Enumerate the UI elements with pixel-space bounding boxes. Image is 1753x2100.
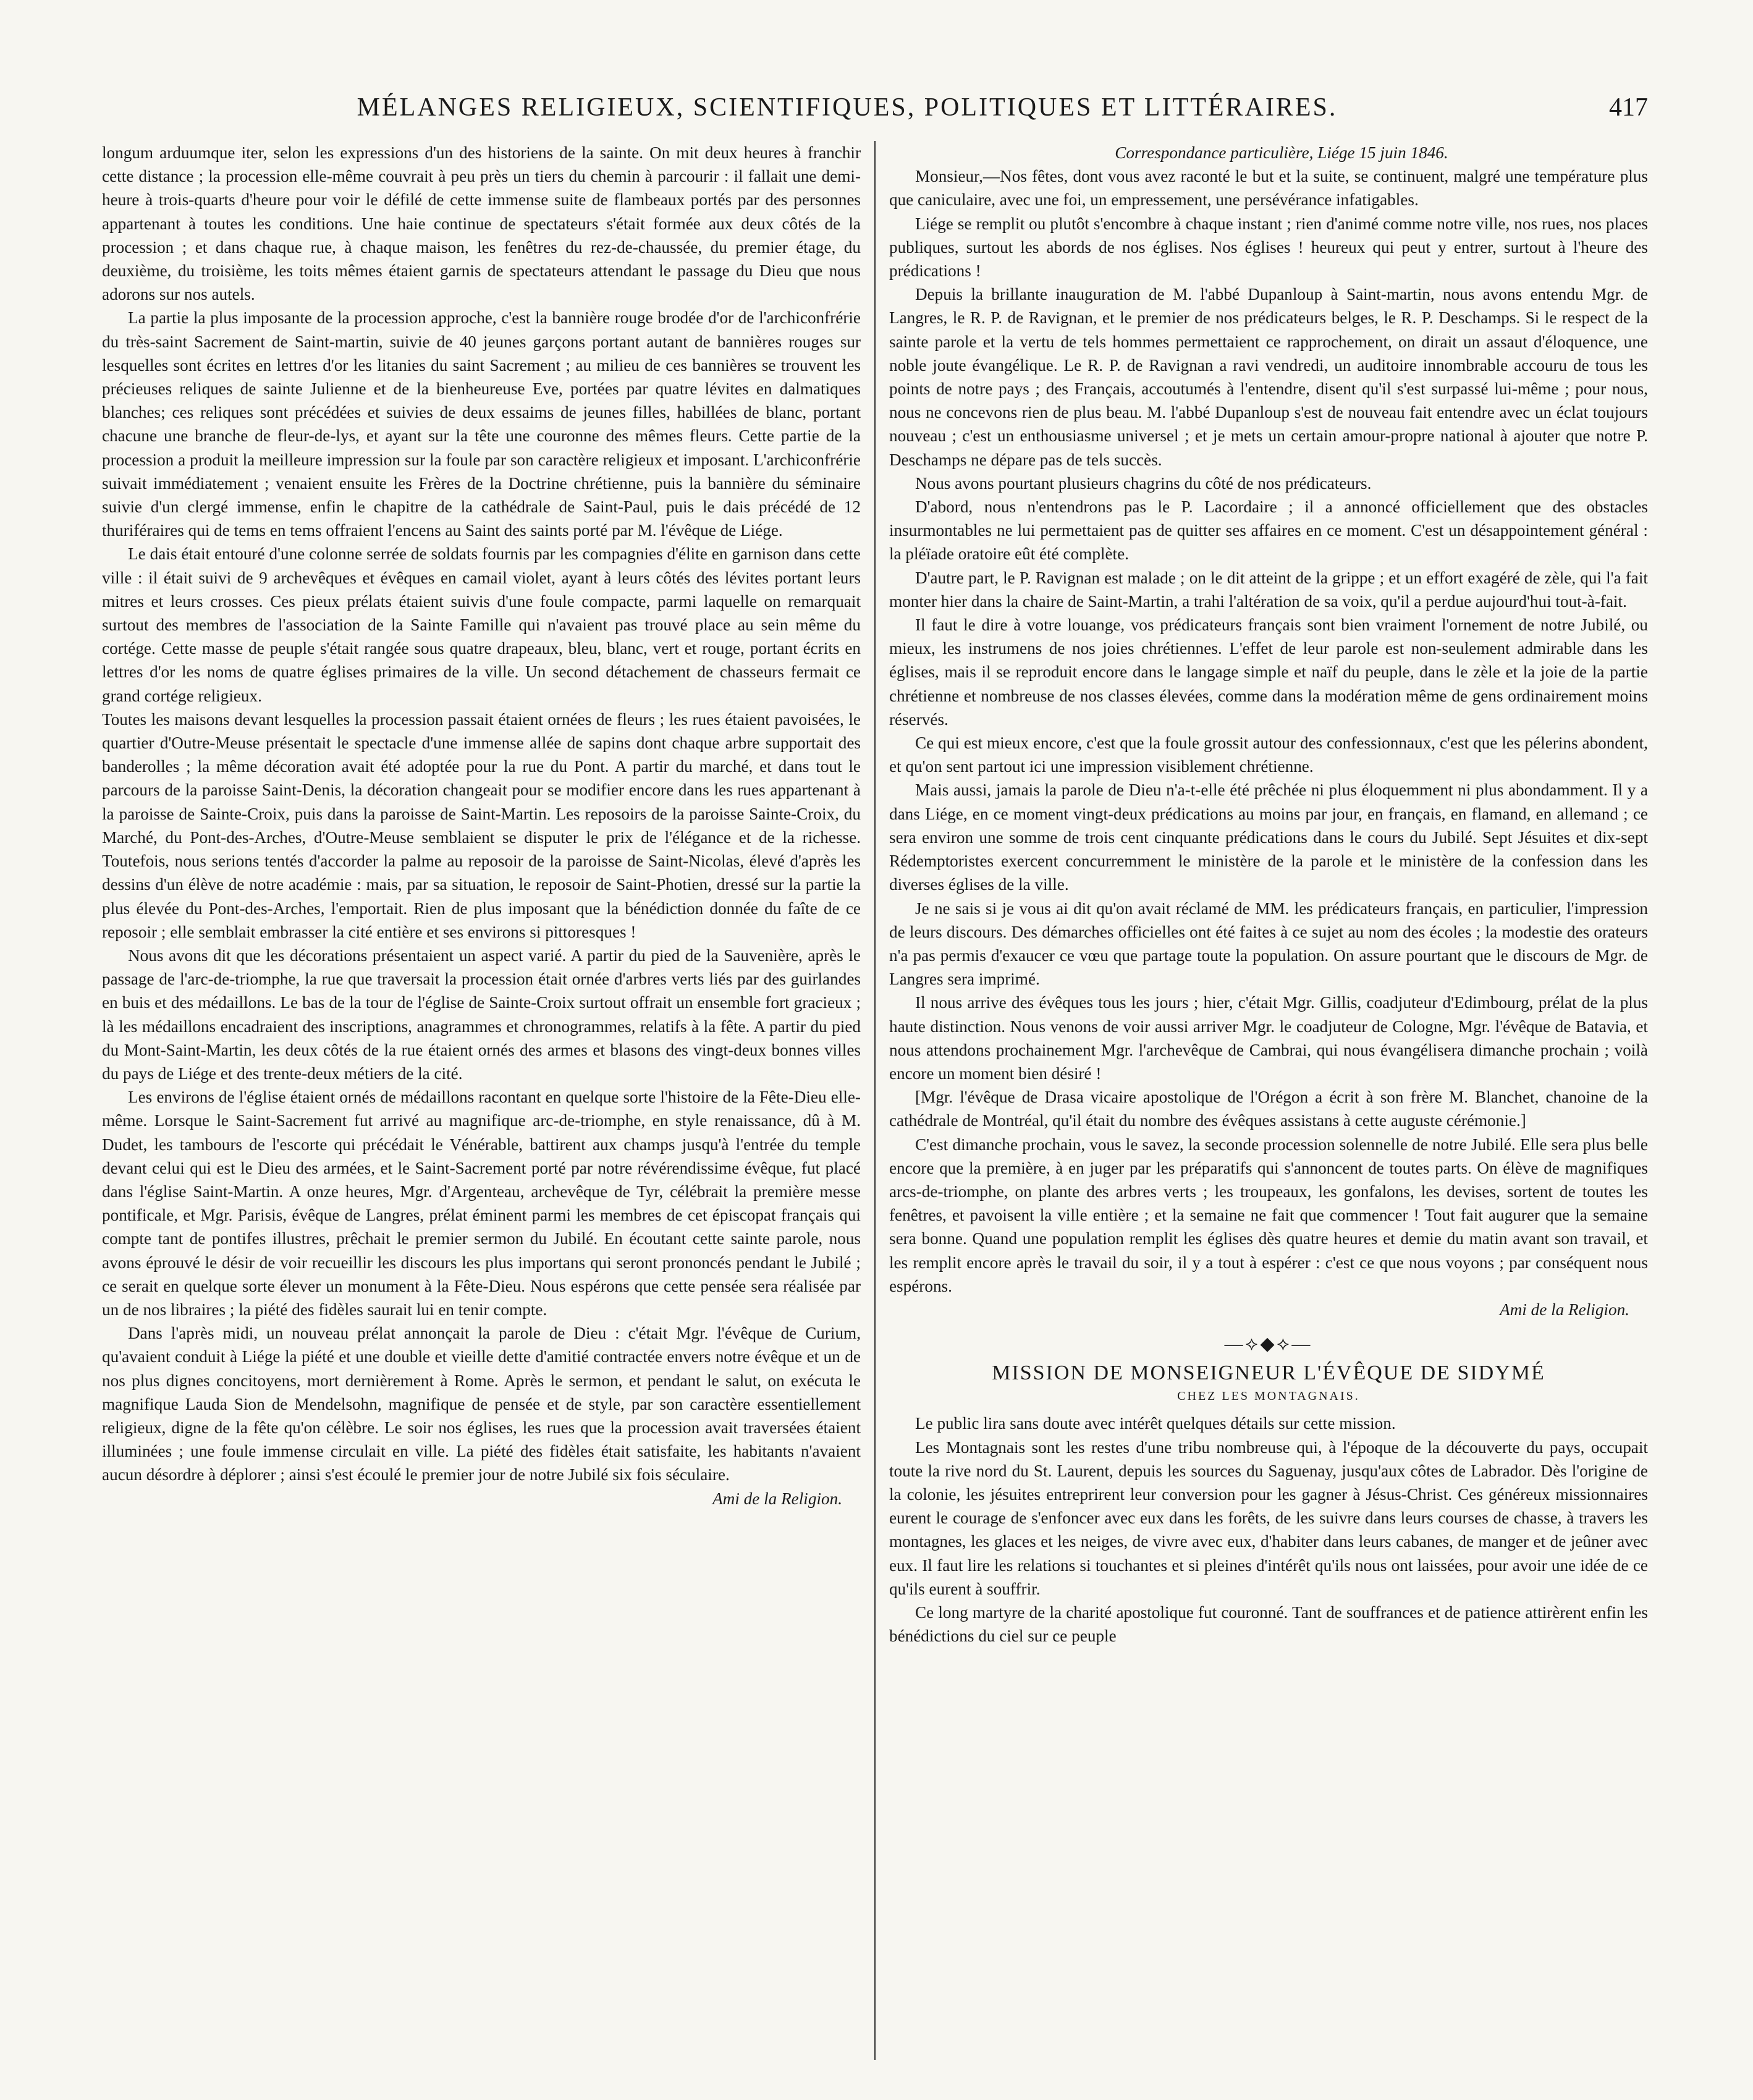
paragraph: Le public lira sans doute avec intérêt quelques détails sur cette mission.	[915, 1414, 1396, 1433]
column-rule	[874, 141, 876, 2060]
paragraph: Les environs de l'église étaient ornés de médaillons racontant en quelque sorte l'histoire de la Fête-Dieu elle-même. Lorsque le Saint-Sacrement fut arrivé au magnifique arc-de-triomphe, en style renaissance, dû à M. Dudet, les tambours de l'escorte qui précédait le Vénérable, battirent aux champs jusqu'à l'entrée du temple devant celui qui est le Dieu des armées, et le Saint-Sacrement porté par notre révérendissime évêque, fut placé dans l'église Saint-Martin. A onze heures, Mgr. d'Argenteau, archevêque de Tyr, célébrait la première messe pontificale, et Mgr. Parisis, évêque de Langres, prélat éminent parmi les membres de cet épiscopat français qui compte tant de pontifes illustres, prêchait le premier sermon du Jubilé. En écoutant cette sainte parole, nous avons éprouvé le désir de voir recueillir les discours les plus importans qui seront prononcés pendant le Jubilé ; ce serait en quelque sorte élever un monument à la Fête-Dieu. Nous espérons que cette pensée sera réalisée par un de nos libraires ; la piété des fidèles saurait lui en tenir compte.	[102, 1088, 861, 1319]
section-subtitle: CHEZ LES MONTAGNAIS.	[1177, 1389, 1360, 1404]
paragraph: Depuis la brillante inauguration de M. l'abbé Dupanloup à Saint-martin, nous avons entendu Mgr. de Langres, le R. P. de Ravignan, et le premier de nos prédicateurs belges, le R. P. Deschamps. Si le respect de la sainte parole et la vertu de tels hommes permettaient ce rapprochement, on dirait un assaut d'éloquence, une noble joute évangélique. Le R. P. de Ravignan a ravi vendredi, un auditoire innombrable accouru de tous les points de notre pays ; des Français, accoutumés à l'entendre, disent qu'il s'est surpassé lui-même ; pour nous, nous ne concevons rien de plus beau. M. l'abbé Dupanloup s'est de nouveau fait entendre avec un éclat toujours nouveau ; c'est un enthousiasme universel ; et je mets un certain amour-propre national à ajouter que notre P. Deschamps ne dépare pas de tels succès.	[889, 285, 1648, 469]
paragraph: Ce qui est mieux encore, c'est que la foule grossit autour des confessionnaux, c'est que les pélerins abondent, et qu'on sent partout ici une impression visiblement chrétienne.	[889, 734, 1648, 776]
paragraph: Mais aussi, jamais la parole de Dieu n'a-t-elle été prêchée ni plus éloquemment ni plus abondamment. Il y a dans Liége, en ce moment vingt-deux prédications au moins par jour, en français, en flamand, en allemand ; ce sera environ une somme de trois cent cinquante prédications dans le cours du Jubilé. Sept Jésuites et dix-sept Rédemptoristes exercent concurremment le ministère de la parole et le ministère de la confession dans les diverses églises de la ville.	[889, 781, 1648, 894]
paragraph: Liége se remplit ou plutôt s'encombre à chaque instant ; rien d'animé comme notre ville, nos rues, nos places publiques, surtout les abords de nos églises. Nos églises ! heureux qui peut y entrer, surtout à l'heure des prédications !	[889, 214, 1648, 281]
paragraph: Il faut le dire à votre louange, vos prédicateurs français sont bien vraiment l'ornement de notre Jubilé, ou mieux, les instrumens de nos joies chrétiennes. L'effet de leur parole est non-seulement admirable dans les églises, mais il se reproduit encore dans le langage simple et naïf du peuple, dans le zèle et la joie de la partie chrétienne et nombreuse de nos classes élevées, comme dans la modération même de gens ordinairement moins réservés.	[889, 616, 1648, 729]
paragraph: D'autre part, le P. Ravignan est malade ; on le dit atteint de la grippe ; et un effort exagéré de zèle, qui l'a fait monter hier dans la chaire de Saint-Martin, a trahi l'altération de sa voix, qu'il a perdue aujourd'hui tout-à-fait.	[889, 568, 1648, 611]
paragraph: Les Montagnais sont les restes d'une tribu nombreuse qui, à l'époque de la découverte du pays, occupait toute la rive nord du St. Laurent, depuis les sources du Saguenay, jusqu'aux côtes de Labrador. Dès l'origine de la colonie, les jésuites entreprirent leur conversion pour les gagner à Jésus-Christ. Ces généreux missionnaires eurent le courage de s'enfoncer avec eux dans les forêts, de les suivre dans leurs courses de chasse, à travers les montagnes, les glaces et les neiges, de vivre avec eux, d'habiter dans leurs cabanes, de manger et de jeûner avec eux. Il faut lire les relations si touchantes et si pleines d'intérêt qu'ils nous ont laissées, pour avoir une idée de ce qu'ils eurent à souffrir.	[889, 1437, 1648, 1598]
running-head	[102, 93, 1648, 136]
running-title: MÉLANGES RELIGIEUX, SCIENTIFIQUES, POLITIQUES ET LITTÉRAIRES.	[357, 93, 1338, 122]
section-title: MISSION DE MONSEIGNEUR L'ÉVÊQUE DE SIDYMÉ	[992, 1361, 1545, 1385]
ornament-divider: —⟡◆⟡—	[1224, 1334, 1313, 1355]
paragraph: Monsieur,—Nos fêtes, dont vous avez raconté le but et la suite, se continuent, malgré une température plus que caniculaire, avec une foi, un empressement, une persévérance infatigables.	[889, 167, 1648, 210]
paragraph: La partie la plus imposante de la procession approche, c'est la bannière rouge brodée d'or de l'archiconfrérie du très-saint Sacrement de Saint-martin, suivie de 40 jeunes garçons portant autant de bannières rouges sur lesquelles sont écrites en lettres d'or les litanies du saint Sacrement ; au milieu de ces bannières se trouvent les précieuses reliques de sainte Julienne et de la bienheureuse Eve, portées par quatre lévites en dalmatiques blanches; ces reliques sont précédées et suivies de deux essaims de jeunes filles, habillées de blanc, portant chacune une branche de fleur-de-lys, et ayant sur la tête une couronne des mêmes fleurs. Cette partie de la procession a produit la meilleure impression sur la foule par son caractère religieux et imposant. L'archiconfrérie suivait immédiatement ; venaient ensuite les Frères de la Doctrine chrétienne, puis la bannière du séminaire suivie d'un clergé immense, enfin le chapitre de la cathédrale de Saint-Paul, puis le dais précédé de 12 thuriféraires qui de tems en tems offraient l'encens au Saint des saints porté par M. l'évêque de Liége.	[102, 308, 861, 540]
paragraph: Le dais était entouré d'une colonne serrée de soldats fournis par les compagnies d'élite en garnison dans cette ville : il était suivi de 9 archevêques et évêques en camail violet, ayant à leurs côtés des lévites portant leurs mitres et leurs crosses. Ces pieux prélats étaient suivis d'une foule compacte, parmi laquelle on remarquait surtout des membres de l'association de la Sainte Famille qui n'avaient pas trouvé place au sein même du cortége. Cette masse de peuple s'était rangée sous quatre drapeaux, bleu, blanc, vert et rouge, portant écrits en lettres d'or les noms de quatre églises primaires de la ville. Un second détachement de chasseurs fermait ce grand cortége religieux.	[102, 544, 861, 705]
dateline: Correspondance particulière, Liége 15 juin 1846.	[1115, 143, 1448, 162]
paragraph: Je ne sais si je vous ai dit qu'on avait réclamé de MM. les prédicateurs français, en particulier, l'impression de leurs discours. Des démarches officielles ont été faites à ce sujet au nom des écoles ; la modestie des orateurs n'a pas permis d'exaucer ce vœu que partage toute la population. On assure pourtant que le discours de Mgr. de Langres sera imprimé.	[889, 899, 1648, 989]
paragraph: Il nous arrive des évêques tous les jours ; hier, c'était Mgr. Gillis, coadjuteur d'Edimbourg, prélat de la plus haute distinction. Nous venons de voir aussi arriver Mgr. le coadjuteur de Cologne, Mgr. l'évêque de Batavia, et nous attendons prochainement Mgr. l'archevêque de Cambrai, qui nous évangélisera dimanche prochain ; voilà encore un moment bien désiré !	[889, 993, 1648, 1083]
paragraph: Nous avons dit que les décorations présentaient un aspect varié. A partir du pied de la Sauvenière, après le passage de l'arc-de-triomphe, la rue que traversait la procession était ornée d'arbres verts liés par des guirlandes en buis et des médaillons. Le bas de la tour de l'église de Sainte-Croix surtout offrait un ensemble fort gracieux ; là les médaillons encadraient des inscriptions, anagrammes et chronogrammes, relatifs à la fête. A partir du pied du Mont-Saint-Martin, les deux côtés de la rue étaient ornés des armes et blasons des vingt-deux bonnes villes du pays de Liége et des trente-deux métiers de la cité.	[102, 946, 861, 1083]
paragraph: Nous avons pourtant plusieurs chagrins du côté de nos prédicateurs.	[915, 473, 1372, 493]
paragraph: Toutes les maisons devant lesquelles la procession passait étaient ornées de fleurs ; les rues étaient pavoisées, le quartier d'Outre-Meuse présentait le spectacle d'une immense allée de sapins dont chaque arbre supportait des banderolles ; la même décoration avait été adoptée pour la rue du Pont. A partir du marché, et dans tout le parcours de la paroisse Saint-Denis, la décoration changeait pour se modifier encore dans les rues appartenant à la paroisse de Sainte-Croix, puis dans la paroisse de Saint-Martin. Les reposoirs de la paroisse Sainte-Croix, du Marché, du Pont-des-Arches, d'Outre-Meuse semblaient se disputer le prix de l'élégance et de la richesse. Toutefois, nous serions tentés d'accorder la palme au reposoir de la paroisse de Saint-Nicolas, élevé d'après les dessins d'un élève de notre académie : mais, par sa situation, le reposoir de Saint-Photien, dressé sur la partie la plus élevée du Pont-des-Arches, l'emportait. Rien de plus imposant que la bénédiction donnée du faîte de ce reposoir ; elle semblait embrasser la cité entière et ses environs si pittoresques !	[102, 709, 861, 941]
left-column	[102, 141, 873, 2060]
page-number: 417	[1609, 93, 1648, 122]
right-column	[877, 141, 1648, 2060]
paragraph: D'abord, nous n'entendrons pas le P. Lacordaire ; il a annoncé officiellement que des obstacles insurmontables ne lui permettaient pas de quitter ses affaires en ce moment. C'est un désappointement général : la pléïade oratoire eût été complète.	[889, 497, 1648, 564]
paragraph: Dans l'après midi, un nouveau prélat annonçait la parole de Dieu : c'était Mgr. l'évêque de Curium, qu'avaient conduit à Liége la piété et une double et vieille dette d'amitié contractée envers notre évêque et un de nos plus dignes concitoyens, mort dernièrement à Rome. Après le sermon, et pendant le salut, on exécuta le magnifique Lauda Sion de Mendelsohn, magnifique de pensée et de style, par son caractère essentiellement religieux, digne de la fête qu'on célèbre. Le soir nos églises, les rues que la procession avait traversées étaient illuminées ; une foule immense circulait en ville. La piété des fidèles était satisfaite, les habitants n'avaient aucun désordre à déplorer ; ainsi s'est écoulé le premier jour de notre Jubilé six fois séculaire.	[102, 1324, 861, 1484]
signature: Ami de la Religion.	[712, 1489, 842, 1508]
signature: Ami de la Religion.	[1500, 1300, 1629, 1319]
paragraph: C'est dimanche prochain, vous le savez, la seconde procession solennelle de notre Jubilé. Elle sera plus belle encore que la première, à en juger par les préparatifs qui s'annoncent de toutes parts. On élève de magnifiques arcs-de-triomphe, on plante des arbres verts ; les troupeaux, les gonfalons, les devises, sortent de toutes les fenêtres, et pavoisent la ville entière ; et la semaine ne fait que commencer ! Tout fait augurer que la semaine sera bonne. Quand une population remplit les églises dès quatre heures et demie du matin avant son travail, et les remplit encore après le travail du soir, il y a tout à espérer : c'est ce que nous voyons ; par conséquent nous espérons.	[889, 1135, 1648, 1295]
columns	[102, 141, 1648, 2060]
paragraph: longum arduumque iter, selon les expressions d'un des historiens de la sainte. On mit deux heures à franchir cette distance ; la procession elle-même couvrait à peu près un tiers du chemin à parcourir : il fallait une demi-heure à trois-quarts d'heure pour voir le défilé de cette immense suite de flambeaux portés par des personnes appartenant à toutes les conditions. Une haie continue de spectateurs s'était formée aux deux côtés de la procession ; et dans chaque rue, à chaque maison, les fenêtres du rez-de-chaussée, du premier étage, du deuxième, du troisième, les toits mêmes étaient garnis de spectateurs attendant le passage du Dieu que nous adorons sur nos autels.	[102, 143, 861, 304]
paragraph: [Mgr. l'évêque de Drasa vicaire apostolique de l'Orégon a écrit à son frère M. Blanchet, chanoine de la cathédrale de Montréal, qu'il était du nombre des évêques assistans à cette auguste cérémonie.]	[889, 1088, 1648, 1130]
paragraph: Ce long martyre de la charité apostolique fut couronné. Tant de souffrances et de patience attirèrent enfin les bénédictions du ciel sur ce peuple	[889, 1603, 1648, 1646]
